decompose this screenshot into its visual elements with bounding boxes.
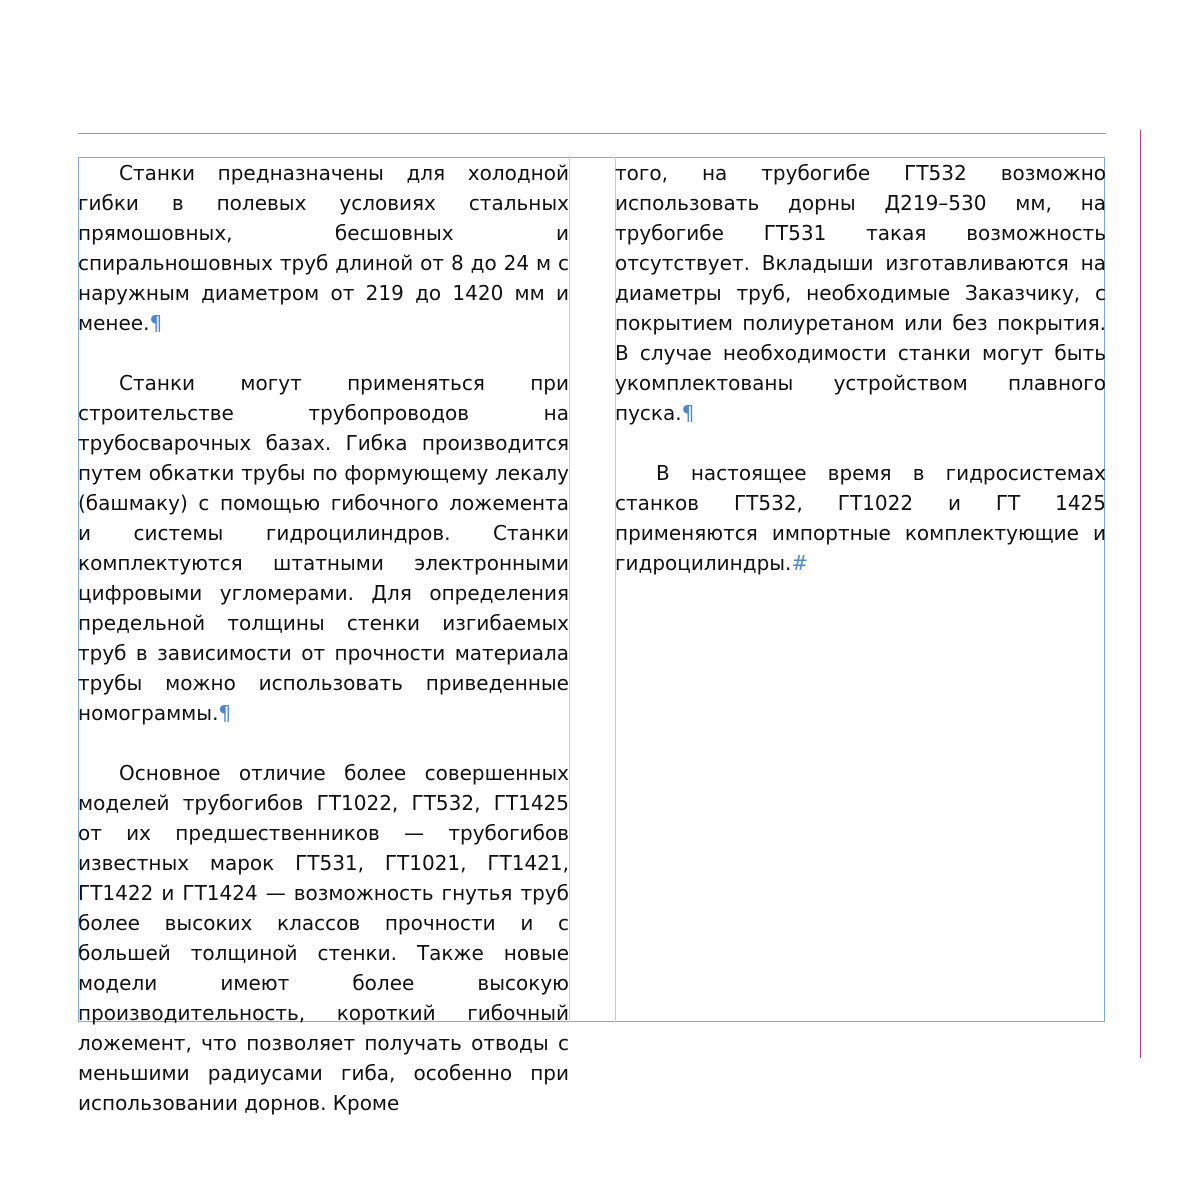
paragraph: Станки могут применяться при строительстве трубопроводов на трубосварочных базах. Гибка производится путем обкатки трубы по формующему лекалу (башмаку) с помощью гибочного ложемента и системы гидроцилиндров. Станки комплектуются штатными электронными цифровыми угломерами. Для определения предельной толщины стенки изгибаемых труб в зависимости от прочности материала трубы можно использовать приведенные номограммы.¶: [78, 371, 569, 725]
column-divider-left: [569, 157, 570, 1022]
end-of-story-icon: #: [791, 551, 809, 575]
paragraph: Основное отличие более совершенных моделей трубогибов ГТ1022, ГТ532, ГТ1425 от их предшественников — трубогибов известных марок ГТ531, ГТ1021, ГТ1421, ГТ1422 и ГТ1424 — возможность гнутья труб более высоких классов прочности и с большей толщиной стенки. Также новые модели имеют более высокую производительность, короткий гибочный ложемент, что позволяет получать отводы с меньшими радиусами гиба, особенно при использовании дорнов. Кроме: [78, 761, 569, 1115]
text-column-right[interactable]: [615, 158, 1106, 1020]
paragraph: В настоящее время в гидросистемах станков ГТ532, ГТ1022 и ГТ 1425 применяются импортные комплектующие и гидроцилиндры.#: [615, 461, 1106, 575]
paragraph: того, на трубогибе ГТ532 возможно использовать дорны Д219–530 мм, на трубогибе ГТ531 такая возможность отсутствует. Вкладыши изготавливаются на диаметры труб, необходимые Заказчику, с покрытием полиуретаном или без покрытия. В случае необходимости станки могут быть укомплектованы устройством плавного пуска.¶: [615, 161, 1106, 425]
pilcrow-icon: ¶: [149, 311, 163, 335]
pilcrow-icon: ¶: [218, 701, 232, 725]
paragraph: Станки предназначены для холодной гибки в полевых условиях стальных прямошовных, бесшовных и спиральношовных труб длиной от 8 до 24 м с наружным диаметром от 219 до 1420 мм и менее.¶: [78, 161, 569, 335]
pilcrow-icon: ¶: [681, 401, 695, 425]
text-column-left[interactable]: [78, 158, 569, 1115]
right-margin-guide: [1140, 130, 1141, 1058]
top-margin-guide: [78, 133, 1106, 134]
